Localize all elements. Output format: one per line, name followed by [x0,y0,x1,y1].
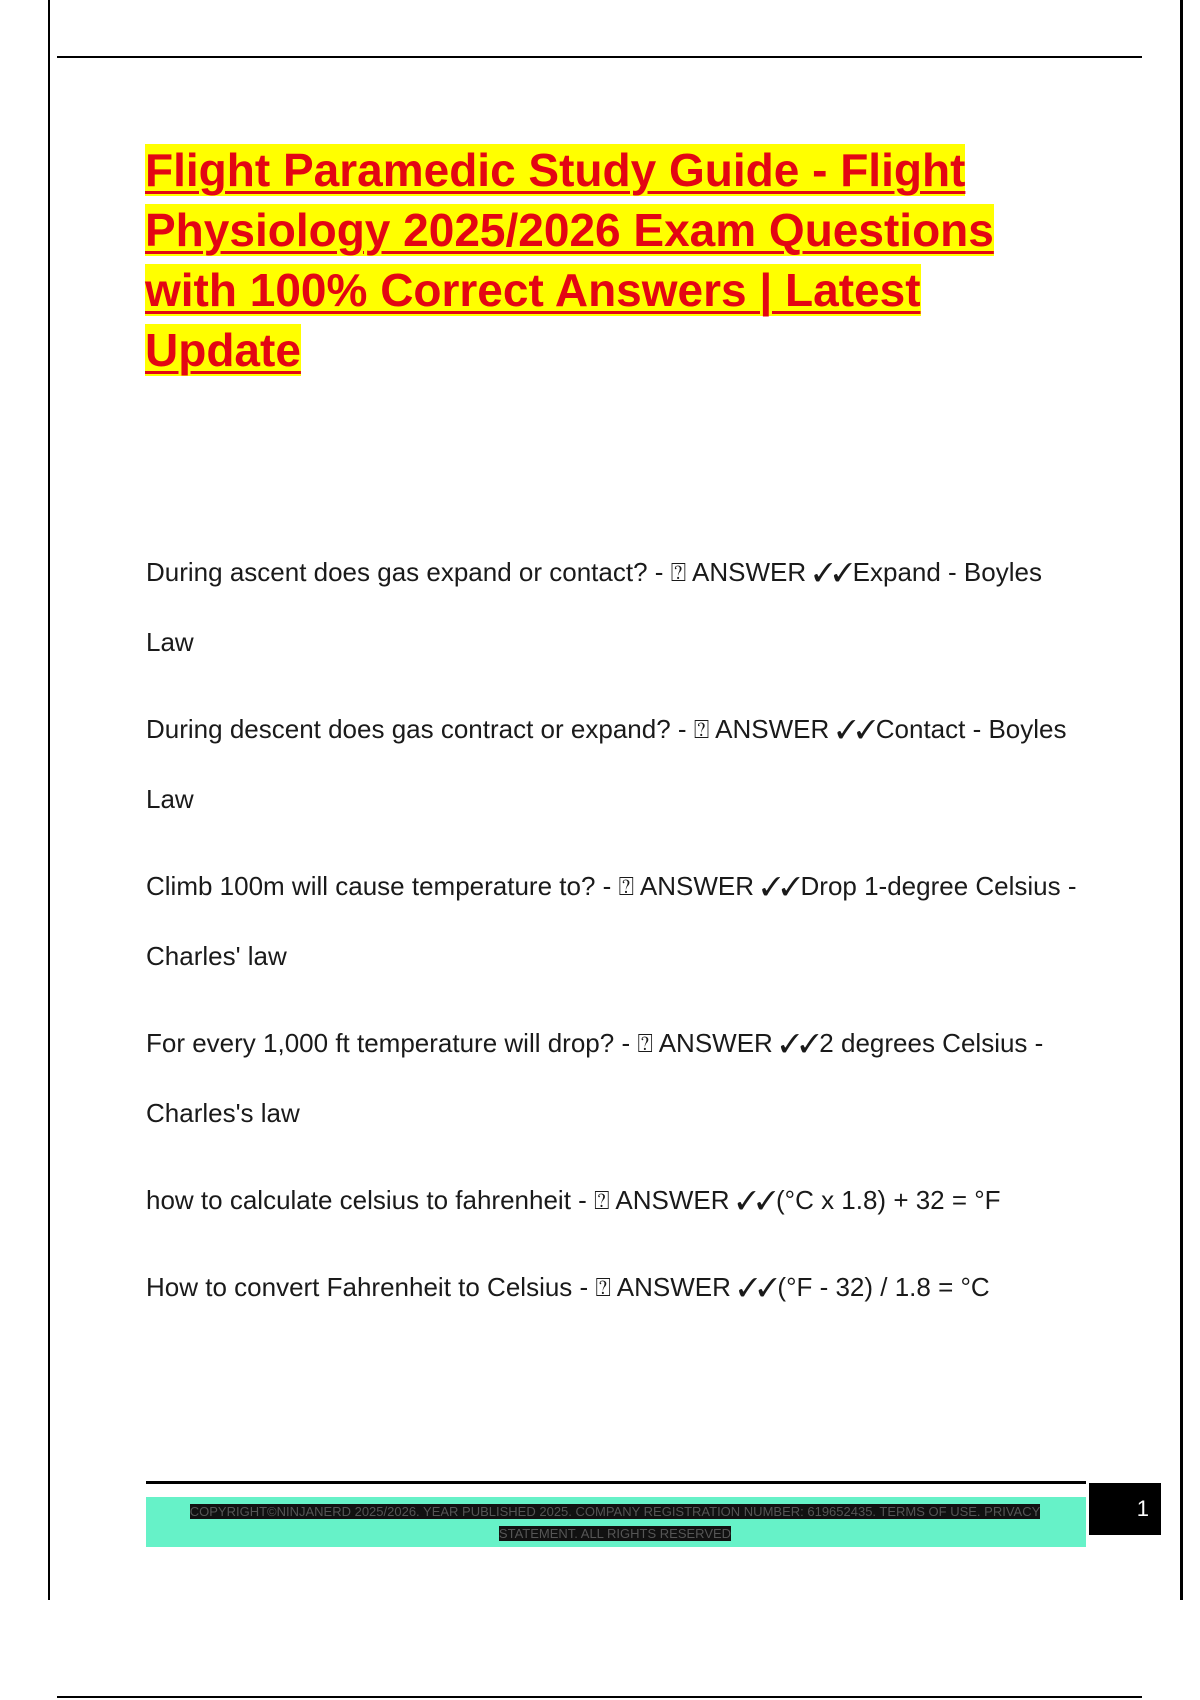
page-border-right [1180,0,1183,1600]
page-number: 1 [1089,1483,1161,1535]
next-page-rule [57,1696,1142,1698]
document-title [145,140,1075,380]
qa-item: Climb 100m will cause temperature to? - ⍰ ANSWER ✓✓Drop 1-degree Celsius - Charles' law [146,871,1077,971]
qa-item: How to convert Fahrenheit to Celsius - ⍰ ANSWER ✓✓(°F - 32) / 1.8 = °C [146,1272,990,1302]
qa-item: For every 1,000 ft temperature will drop? - ⍰ ANSWER ✓✓2 degrees Celsius - Charles's law [146,1028,1044,1128]
qa-item: During descent does gas contract or expand? - ⍰ ANSWER ✓✓Contact - Boyles Law [146,714,1067,814]
qa-item: During ascent does gas expand or contact? - ⍰ ANSWER ✓✓Expand - Boyles Law [146,557,1042,657]
qa-list [146,537,1086,1339]
page-border-left [48,0,50,1600]
header-rule [57,56,1142,58]
footer-rule [146,1481,1086,1484]
copyright-footer-text: COPYRIGHT©NINJANERD 2025/2026. YEAR PUBLISHED 2025. COMPANY REGISTRATION NUMBER: 619652435. TERMS OF USE. PRIVACY STATEMENT. ALL RIGHTS RESERVED [189,1504,1041,1541]
copyright-footer [170,1501,1060,1545]
qa-item: how to calculate celsius to fahrenheit - ⍰ ANSWER ✓✓(°C x 1.8) + 32 = °F [146,1185,1001,1215]
document-title-text: Flight Paramedic Study Guide - Flight Physiology 2025/2026 Exam Questions with 100% Correct Answers | Latest Update [145,144,994,376]
